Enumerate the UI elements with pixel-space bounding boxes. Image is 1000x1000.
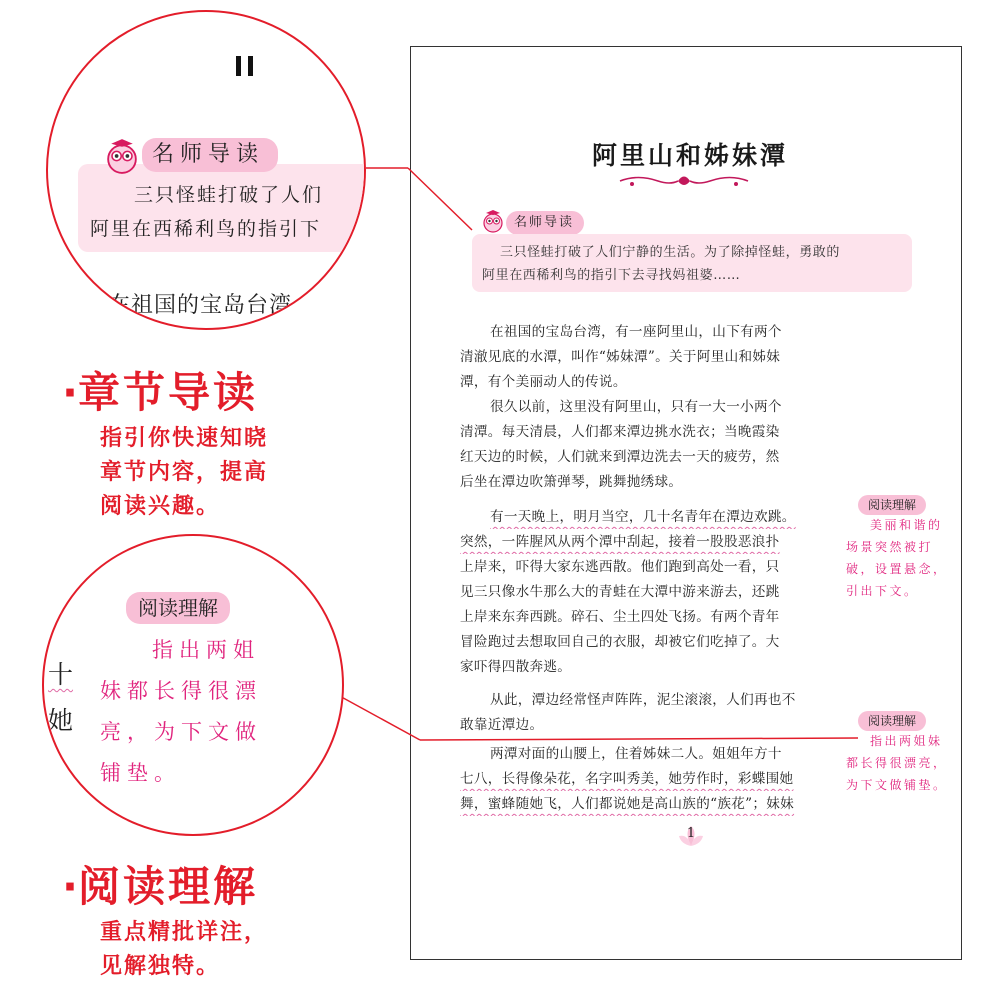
feature-guide [62,360,258,420]
body-line: 见三只像水牛那么大的青蛙在大潭中游来游去，还跳 [460,584,780,600]
title-ornament-icon [618,172,750,190]
body-line: 敢靠近潭边。 [460,717,544,733]
cropped-title-glyph [234,56,258,80]
body-line: 潭，有个美丽动人的传说。 [460,374,627,390]
zoom-guide-tag [102,136,278,176]
feature-reading [62,854,258,914]
body-line: 从此，潭边经常怪声阵阵，泥尘滚滚，人们再也不 [490,692,796,708]
zoom-side-glyph: 十 [48,660,74,689]
zoom-circle-guide [46,10,366,330]
feature-desc-line: 章节内容，提高 [100,460,269,485]
body-line: 在祖国的宝岛台湾，有一座阿里山，山下有两个 [490,324,782,340]
note-label-tag [858,710,926,731]
body-line: 家吓得四散奔逃。 [460,659,572,675]
zoom-note-label: 阅读理解 [126,592,230,624]
feature-title: 阅读理解 [77,862,258,911]
note-label: 阅读理解 [858,495,926,515]
note-text: 指出两姐妹都长得很漂亮，为下文做铺垫。 [846,734,948,792]
feature-desc-line: 重点精批详注， [100,920,269,945]
body-line: 清潭。每天清晨，人们都来潭边挑水洗衣；当晚霞染 [460,424,780,440]
zoom-side-glyphs [48,652,78,744]
feature-desc [100,916,268,984]
body-line: 红天边的时候，人们就来到潭边洗去一天的疲劳，然 [460,449,780,465]
note-label-tag [858,494,926,515]
guide-label-tag [480,209,584,233]
body-line: 两潭对面的山腰上，住着姊妹二人。姐姐年方十 [490,746,782,762]
feature-desc [100,422,268,524]
page-number: 1 [686,826,696,841]
zoom-guide-label: 名师导读 [142,138,278,172]
owl-mascot-icon [480,209,506,233]
body-line: 上岸来东奔西跳。碎石、尘土四处飞扬。有两个青年 [460,609,780,625]
zoom-circle-note [42,534,344,836]
zoom-side-glyph: 她 [48,706,74,735]
body-line-annotated: 舞，蜜蜂随她飞，人们都说她是高山族的“族花”；妹妹 [460,796,795,812]
feature-title: 章节导读 [77,368,258,417]
feature-desc-line: 见解独特。 [100,954,221,979]
note-text: 美丽和谐的场景突然被打破，设置悬念，引出下文。 [846,518,948,598]
bullet-dot-icon: · [62,862,78,911]
body-line-annotated: 七八，长得像朵花，名字叫秀美，她劳作时，彩蝶围她 [460,771,794,787]
chapter-title: 阿里山和姊妹潭 [591,141,788,170]
zoom-guide-line: 三只怪蛙打破了人们 [134,184,324,206]
body-line: 冒险跑过去想取回自己的衣服，却被它们吃掉了。大 [460,634,780,650]
body-line: 上岸来，吓得大家东逃西散。他们跑到高处一看，只 [460,559,780,575]
owl-mascot-icon [102,136,142,176]
body-line: 后坐在潭边吹箫弹琴，跳舞抛绣球。 [460,474,683,490]
zoom-body-fragment: 在祖国的宝岛台湾 [108,293,293,318]
zoom-note-tag [126,592,230,624]
feature-desc-line: 阅读兴趣。 [100,494,221,519]
zoom-note-text: 指出两姐妹都长得很漂亮，为下文做铺垫。 [100,638,262,785]
zoom-guide-box [78,164,366,252]
feature-desc-line: 指引你快速知晓 [100,426,269,451]
guide-line: 三只怪蛙打破了人们宁静的生活。为了除掉怪蛙，勇敢的 [500,245,841,260]
body-line: 清澈见底的水潭，叫作“姊妹潭”。关于阿里山和姊妹 [460,349,781,365]
note-label: 阅读理解 [858,711,926,731]
bullet-dot-icon: · [62,368,78,417]
guide-box [472,234,912,292]
zoom-guide-line: 阿里在西稀利鸟的指引下 [90,218,322,240]
body-line-annotated: 突然，一阵腥风从两个潭中刮起，接着一股股恶浪扑 [460,534,780,550]
body-line: 很久以前，这里没有阿里山，只有一大一小两个 [490,399,782,415]
body-line-annotated: 有一天晚上，明月当空，几十名青年在潭边欢跳。 [490,509,796,525]
guide-line: 阿里在西稀利鸟的指引下去寻找妈祖婆…… [482,268,741,283]
guide-label: 名师导读 [506,211,584,235]
